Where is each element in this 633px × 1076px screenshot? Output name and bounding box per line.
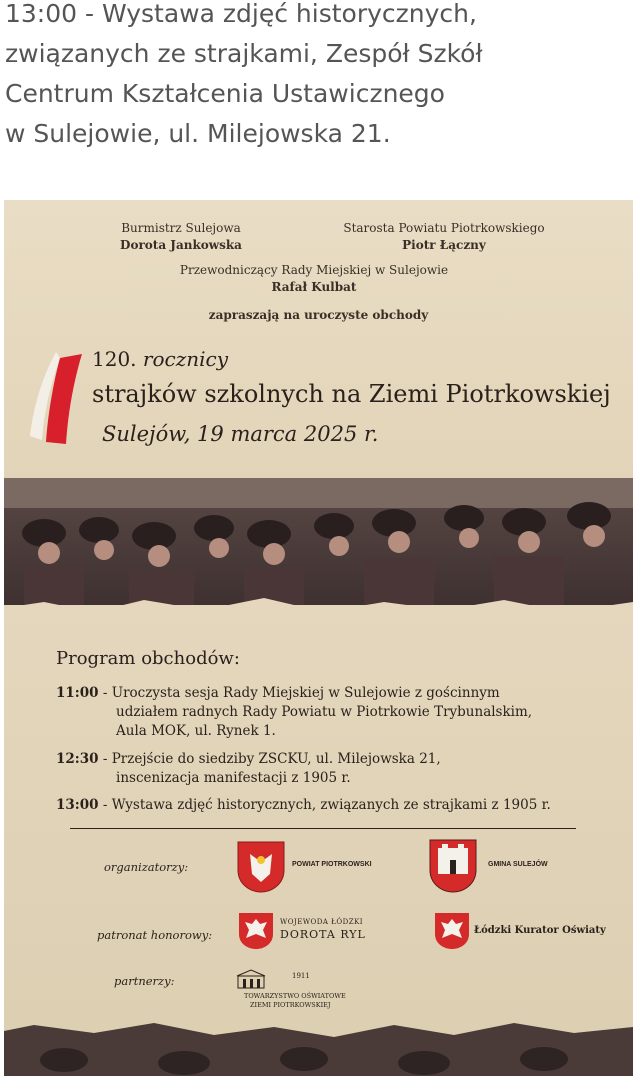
partner-line1: TOWARZYSTWO OŚWIATOWE: [244, 992, 346, 1000]
program-time: 13:00: [56, 797, 99, 813]
event-poster[interactable]: [4, 200, 633, 1076]
label-partners: partnerzy:: [114, 974, 175, 988]
label-organizers: organizatorzy:: [104, 860, 189, 874]
sponsor-mayor: [116, 220, 246, 254]
program-text: - Przejście do siedziby ZSCKU, ul. Milejowska 21,: [102, 751, 441, 767]
program-heading: Program obchodów:: [56, 648, 240, 669]
historical-photo-strip: [4, 1015, 633, 1076]
partner-line2: ZIEMI PIOTRKOWSKIEJ: [250, 1001, 331, 1009]
program-time: 11:00: [56, 685, 99, 701]
eagle-emblem-icon: [434, 912, 470, 950]
sponsor-name: Dorota Jankowska: [120, 238, 242, 252]
sponsor-name: Piotr Łączny: [402, 238, 486, 252]
org-powiat-name: POWIAT PIOTRKOWSKI: [292, 861, 372, 868]
patron1-name: DOROTA RYL: [280, 928, 366, 941]
program-text: - Uroczysta sesja Rady Miejskiej w Sulejowie z gościnnym: [102, 685, 500, 701]
sponsor-role: Burmistrz Sulejowa: [121, 221, 241, 235]
program-time: 12:30: [56, 751, 99, 767]
sponsor-starost: [334, 220, 554, 254]
sponsor-role: Starosta Powiatu Piotrkowskiego: [343, 221, 545, 235]
program-item: [56, 750, 441, 788]
historical-photo: [4, 478, 633, 623]
org-gmina-name: GMINA SULEJÓW: [488, 861, 548, 868]
intro-text: [5, 0, 625, 154]
intro-line: w Sulejowie, ul. Milejowska 21.: [5, 119, 391, 148]
eagle-emblem-icon: [238, 912, 274, 950]
title-word: rocznicy: [142, 347, 229, 371]
program-text: Aula MOK, ul. Rynek 1.: [116, 723, 276, 739]
intro-line: związanych ze strajkami, Zespół Szkół: [5, 39, 483, 68]
partner-year: 1911: [292, 972, 310, 980]
title-number: 120.: [92, 347, 137, 371]
label-patronage: patronat honorowy:: [97, 928, 213, 942]
patron2-name: Łódzki Kurator Oświaty: [474, 925, 606, 936]
program-text: udziałem radnych Rady Powiatu w Piotrkowie Trybunalskim,: [116, 704, 533, 720]
gmina-shield-icon: [428, 838, 478, 894]
program-text: inscenizacja manifestacji z 1905 r.: [116, 770, 351, 786]
powiat-shield-icon: [236, 840, 286, 894]
title-main: strajków szkolnych na Ziemi Piotrkowskiej: [92, 380, 611, 408]
title-date: Sulejów, 19 marca 2025 r.: [102, 422, 379, 446]
sponsor-council-chair: [164, 262, 464, 296]
program-item: [56, 684, 532, 741]
intro-line: 13:00 - Wystawa zdjęć historycznych,: [5, 0, 477, 28]
invitation-line: zapraszają na uroczyste obchody: [208, 308, 429, 322]
program-text: - Wystawa zdjęć historycznych, związanych ze strajkami z 1905 r.: [102, 797, 551, 813]
program-item: [56, 796, 551, 815]
title-anniversary: [92, 347, 228, 371]
patron1-role: WOJEWODA ŁÓDZKI: [280, 918, 364, 926]
polish-flag-icon: [26, 350, 86, 446]
sponsor-name: Rafał Kulbat: [271, 280, 357, 294]
partner-building-icon: [236, 968, 266, 990]
intro-line: Centrum Kształcenia Ustawicznego: [5, 79, 445, 108]
sponsor-role: Przewodniczący Rady Miejskiej w Sulejowie: [179, 263, 449, 277]
divider: [70, 828, 576, 829]
